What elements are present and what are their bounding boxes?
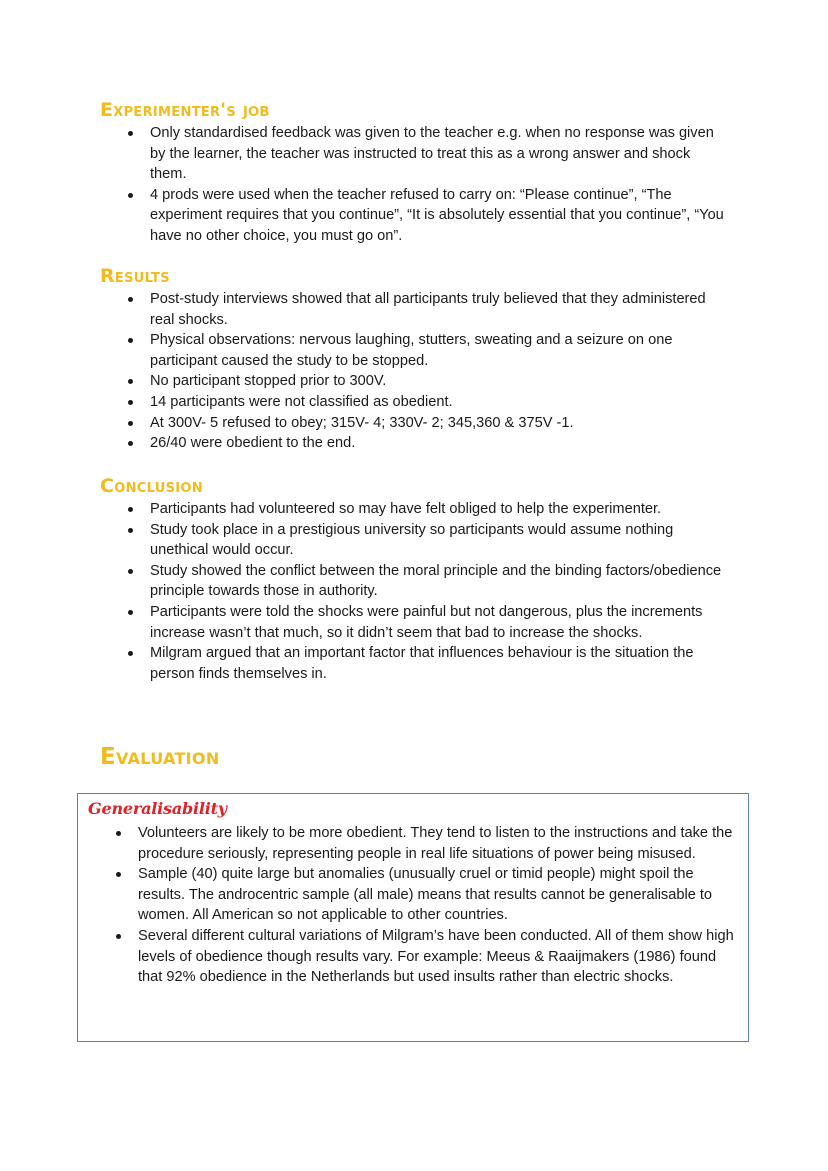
list-item: No participant stopped prior to 300V. [126, 371, 726, 392]
list-item: 14 participants were not classified as obedient. [126, 392, 726, 413]
generalisability-list [114, 823, 734, 988]
generalisability-box [77, 793, 749, 1042]
list-item: Sample (40) quite large but anomalies (unusually cruel or timid people) might spoil the results. The androcentric sample (all male) means that results cannot be generalisable to women. All American so not applicable to other countries. [114, 864, 734, 926]
conclusion-list [126, 499, 726, 684]
experimenters-job-list [126, 123, 726, 247]
list-item: Participants were told the shocks were painful but not dangerous, plus the increments increase wasn’t that much, so it didn’t seem that bad to increase the shocks. [126, 602, 726, 643]
list-item: Only standardised feedback was given to the teacher e.g. when no response was given by the learner, the teacher was instructed to treat this as a wrong answer and shock them. [126, 123, 726, 185]
list-item: Study showed the conflict between the moral principle and the binding factors/obedience principle towards those in authority. [126, 561, 726, 602]
list-item: Physical observations: nervous laughing, stutters, sweating and a seizure on one participant caused the study to be stopped. [126, 330, 726, 371]
box-title-generalisability: Generalisability [88, 799, 227, 818]
list-item: Post-study interviews showed that all participants truly believed that they administered real shocks. [126, 289, 726, 330]
heading-results: Results [100, 265, 170, 287]
heading-evaluation: Evaluation [100, 744, 220, 770]
list-item: Milgram argued that an important factor that influences behaviour is the situation the person finds themselves in. [126, 643, 726, 684]
list-item: Volunteers are likely to be more obedient. They tend to listen to the instructions and take the procedure seriously, representing people in real life situations of power being misused. [114, 823, 734, 864]
list-item: At 300V- 5 refused to obey; 315V- 4; 330V- 2; 345,360 & 375V -1. [126, 413, 726, 434]
list-item: Several different cultural variations of Milgram’s have been conducted. All of them show high levels of obedience though results vary. For example: Meeus & Raaijmakers (1986) found that 92% obedience in the Netherlands but used insults rather than electric shocks. [114, 926, 734, 988]
heading-experimenters-job: Experimenter's job [100, 99, 270, 121]
list-item: 4 prods were used when the teacher refused to carry on: “Please continue”, “The experiment requires that you continue”, “It is absolutely essential that you continue”, “You have no other choice, you must go on”. [126, 185, 726, 247]
list-item: 26/40 were obedient to the end. [126, 433, 726, 454]
heading-conclusion: Conclusion [100, 475, 203, 497]
results-list [126, 289, 726, 454]
list-item: Study took place in a prestigious university so participants would assume nothing unethical would occur. [126, 520, 726, 561]
list-item: Participants had volunteered so may have felt obliged to help the experimenter. [126, 499, 726, 520]
